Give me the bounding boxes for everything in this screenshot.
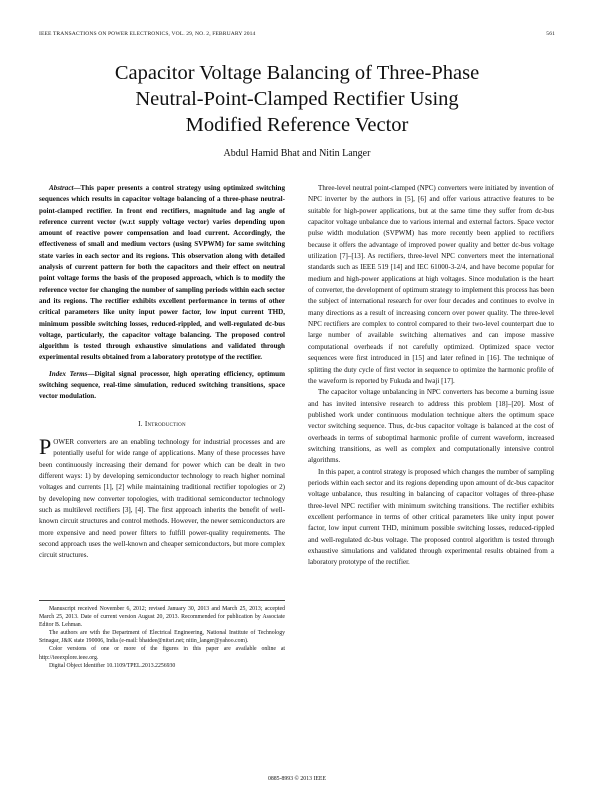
copyright-line: 0885-8993 © 2013 IEEE	[267, 776, 327, 782]
title-line-1: Capacitor Voltage Balancing of Three-Phase	[114, 62, 480, 84]
section-numeral: I.	[138, 418, 143, 428]
right-column	[308, 183, 554, 569]
footnotes	[39, 600, 285, 670]
footnote-color: Color versions of one or more of the figures in this paper are available online at http://ieeexplore.ieee.org.	[39, 646, 285, 661]
intro-paragraph-1	[39, 433, 285, 562]
author-list: Abdul Hamid Bhat and Nitin Langer	[223, 148, 371, 159]
intro-paragraph-2: Three-level neutral point-clamped (NPC) converters were initiated by invention of NPC inverter by the authors in [5], [6] and offer various attractive features to be suitable for high-power applications, but at the same time they suffer from dc-bus capacitor voltage unbalance due to various internal and external factors. Space vector pulse width modulation (SVPWM) has more recently been applied to rectifiers because it offers the advantage of improved power quality and better dc-bus voltage utilization [7]–[13]. As rectifiers, three-level NPC converters meet the international standards such as IEEE 519 [14] and IEC 61000-3-2/4, and have become popular for medium and high-power applications at high voltages. Since modulation is the heart of converter, the development of optimum strategy to implement this process has been the subject of international research for over four decades and continues to evolve in many directions as a result of increasing concern over power quality. The three-level NPC rectifiers are complex to control compared to their two-level counterpart due to large number of available switching alternatives and can impose massive computational overheads if not carefully optimized. Optimized space vector sequences were first introduced in [15] and later refined in [16]. The technique of splitting the duty cycle of first vector in sequence to optimize the harmonic profile of the waveform is reported by Fukuda and Iwaji [17].	[308, 184, 554, 385]
index-terms-label: Index Terms	[49, 369, 88, 378]
intro-para1-text: converters are an enabling technology for industrial processes and are potentially useful for wide range of applications. Many of these processes have been continuously increasing their demand for power which can be dealt in two different ways: 1) by developing semiconductor technology to reach higher nominal voltages and currents [1], [2] while maintaining traditional rectifier topologies or 2) by developing new converter topologies, with traditional semiconductor technology such as multilevel rectifiers [3], [4]. The first approach inherits the benefit of well-known circuit structures and control methods. However, the newer semiconductors are more expensive and need power filters to fulfill power-quality requirements. The second approach uses the well-known and cheaper semiconductors, but more complex circuit structures.	[39, 437, 285, 560]
index-terms-text: —Digital signal processor, high operating efficiency, optimum switching sequence, real-time simulation, reduced switching transitions, space vector modulation.	[39, 369, 285, 401]
running-head	[39, 31, 555, 41]
left-column	[39, 183, 285, 562]
first-word-rest: OWER	[53, 437, 75, 446]
footnote-received: Manuscript received November 6, 2012; revised January 30, 2013 and March 25, 2013; accepted March 25, 2013. Date of current version August 20, 2013. Recommended for publication by Associate Editor B. Lehman.	[39, 606, 285, 629]
drop-cap: P	[39, 433, 52, 459]
abstract-label: Abstract	[49, 184, 74, 192]
title-line-3: Modified Reference Vector	[185, 114, 409, 136]
intro-paragraph-4: In this paper, a control strategy is proposed which changes the number of sampling periods within each sector and its regions depending upon amount of dc-bus capacitor voltage unbalance, thus resulting in balancing of capacitor voltages of three-phase three-level NPC rectifier with minimum switching transitions. The rectifier exhibits excellent performance in terms of other critical parameters like unity input power factor, low input current THD, minimum possible switching losses, reduced-rippled and well-regulated dc-bus voltage. The proposed control algorithm is tested through exhaustive simulations and validated through experimental results obtained from a laboratory prototype of the rectifier.	[308, 467, 554, 567]
footnote-affiliation: The authors are with the Department of Electrical Engineering, National Institute of Technology Srinagar, J&K state 190006, India (e-mail: bhatdee@nitsri.net; nitin_langer@yahoo.com).	[39, 630, 285, 645]
journal-name: IEEE TRANSACTIONS ON POWER ELECTRONICS, VOL. 29, NO. 2, FEBRUARY 2014	[39, 31, 256, 37]
paper-title	[40, 60, 554, 138]
abstract	[39, 183, 285, 364]
index-terms	[39, 369, 285, 403]
section-title: Introduction	[144, 418, 186, 428]
intro-paragraph-3: The capacitor voltage unbalancing in NPC converters has become a burning issue and has invited intensive research to address this problem [18]–[20]. Most of published work under continuous modulation technique alters the optimum space vector switching sequence. Thus, dc-bus capacitor voltage is balanced at the cost of overheads in terms of suboptimal harmonic profile of current waveform, increased switching transitions, as well as complex and computationally intensive control algorithms.	[308, 388, 554, 465]
page-number: 561	[546, 31, 555, 37]
abstract-text: —This paper presents a control strategy using optimized switching sequences which results in capacitor voltage balancing of a three-phase neutral-point-clamped rectifier. In front end rectifiers, magnitude and lag angle of reference current vector (w.r.t supply voltage vector) varies depending upon amount of reactive power compensation and load current. Accordingly, the effectiveness of small and medium vectors (using SVPWM) for same switching state varies in each sector and its regions. This observation along with detailed analysis of current pattern for both the capacitors and their effect on neutral point voltage forms the basis of the proposed approach, which is to modify the reference vector for changing the number of sampling periods within each sector and its regions. The rectifier exhibits excellent performance in terms of other critical parameters like unity input power factor, low input current THD, minimum possible switching losses, reduced-rippled, and well-regulated dc-bus voltage, particularly, the capacitor voltage balancing. The proposed control algorithm is tested through exhaustive simulations and validated through experimental results obtained from a laboratory prototype of the rectifier.	[39, 184, 285, 362]
section-heading	[39, 418, 285, 429]
title-line-2: Neutral-Point-Clamped Rectifier Using	[135, 88, 459, 110]
footnote-doi: Digital Object Identifier 10.1109/TPEL.2013.2256930	[49, 662, 176, 669]
